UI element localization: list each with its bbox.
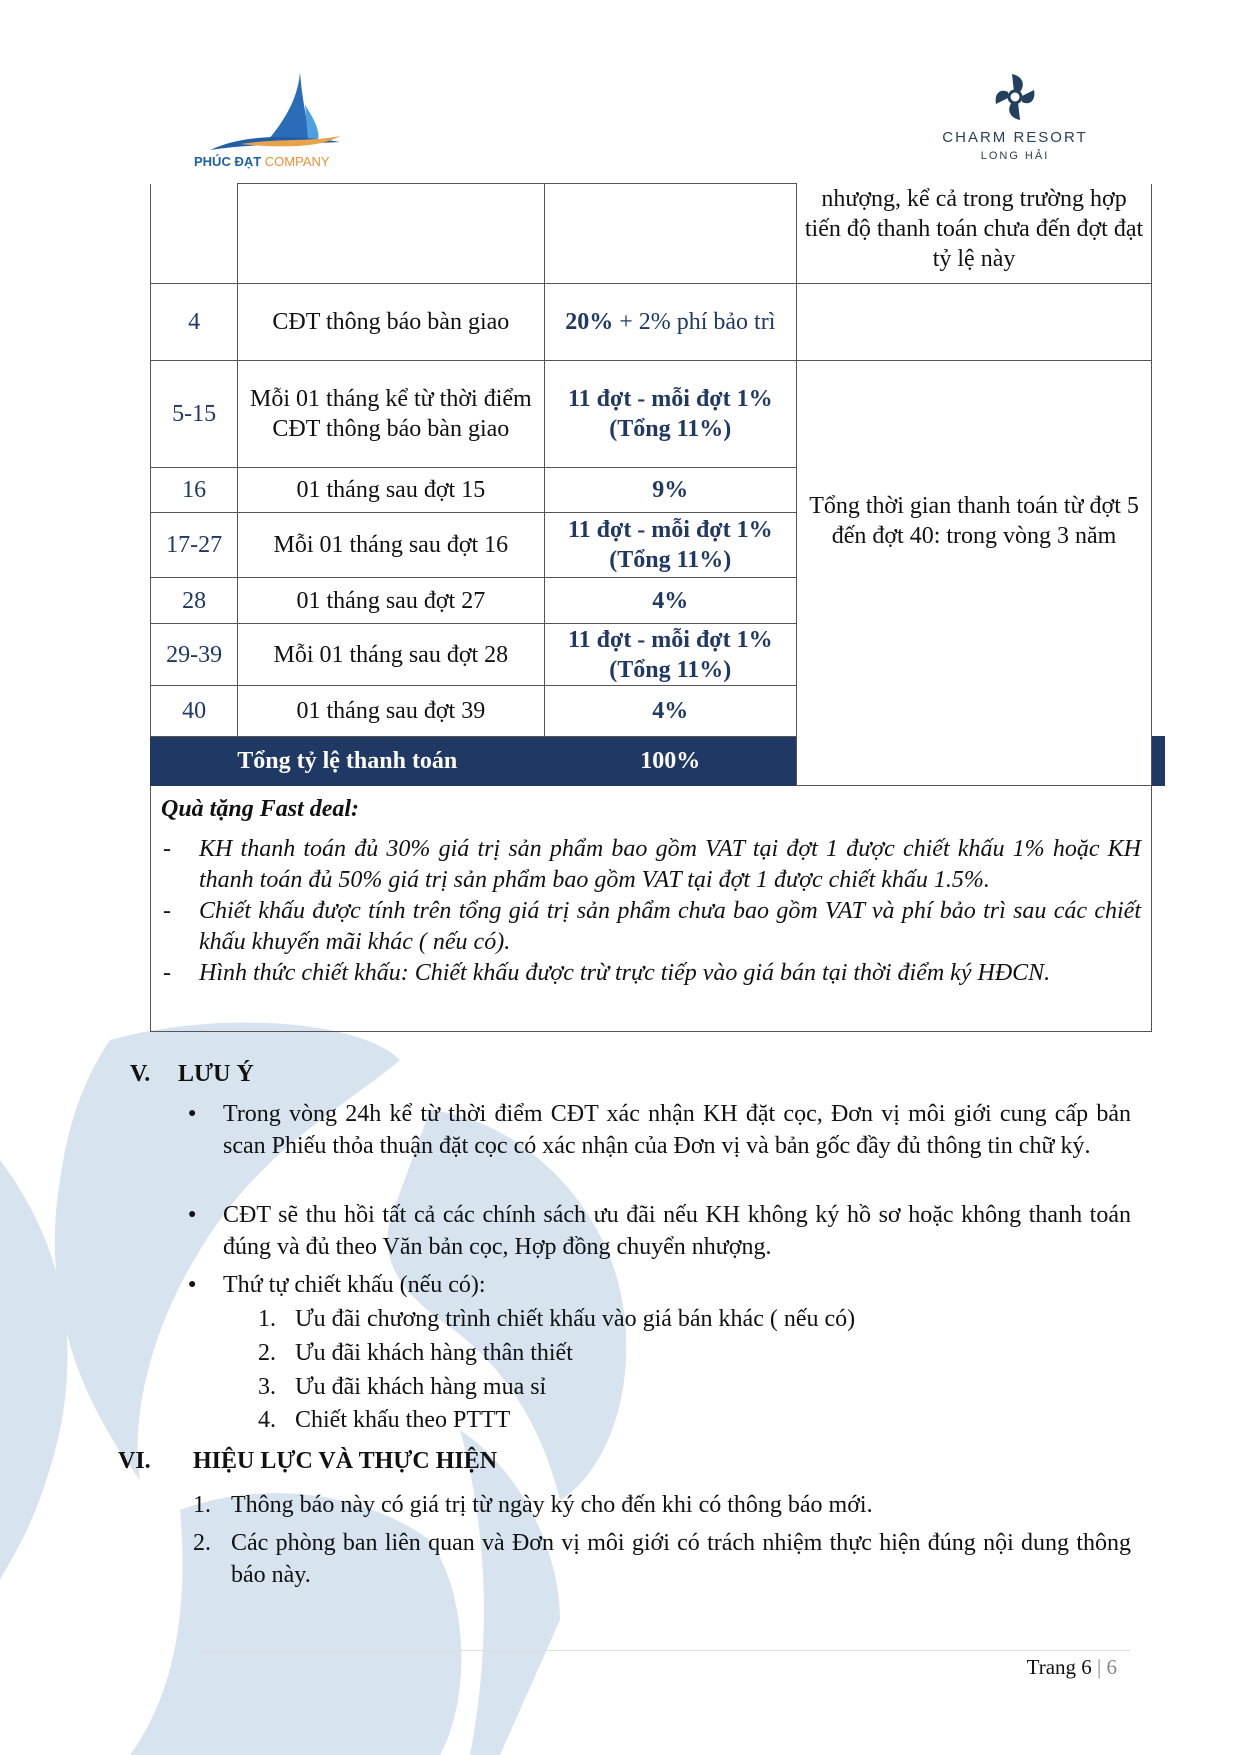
table-row: 17-27 Mỗi 01 tháng sau đợt 16 11 đợt - mỗi đợt 1% (Tổng 11%) <box>151 513 1165 578</box>
list-item: Ưu đãi khách hàng mua sỉ <box>295 1374 547 1400</box>
table-row: 28 01 tháng sau đợt 27 4% <box>151 578 1165 624</box>
list-item: Các phòng ban liên quan và Đơn vị môi giới có trách nhiệm thực hiện đúng nội dung thông báo này. <box>231 1530 1131 1588</box>
phuc-dat-logo <box>190 70 360 180</box>
fast-deal-list <box>161 834 1141 989</box>
merged-note-cell: Tổng thời gian thanh toán từ đợt 5 đến đợt 40: trong vòng 3 năm <box>797 361 1152 786</box>
charm-fan-icon <box>992 72 1038 122</box>
list-item: ● CĐT sẽ thu hồi tất cả các chính sách ưu đãi nếu KH không ký hồ sơ hoặc không thanh toán đúng và đủ theo Văn bản cọc, Hợp đồng chuyển nhượng. <box>223 1199 1131 1263</box>
table-row: 29-39 Mỗi 01 tháng sau đợt 28 11 đợt - mỗi đợt 1% (Tổng 11%) <box>151 624 1165 686</box>
document-page: PHÚC ĐẠT COMPANY CHARM RESORT LONG HẢI nhượng, kể cả trong trường hợp tiến độ thanh toán chưa đến đợt đạt tỷ lệ này 4 CĐT thông báo bàn giao 20% + 2% phí bảo trì 5-15 Mỗi 01 tháng kể từ thời điểm CĐT thông báo bàn giao 11 đợt - mỗi đợt 1% (Tổng 11%) Tổng thời gian thanh toán từ đợt 5 đến đợt 40: trong vòng 3 năm 16 01 tháng sau đợt 15 9% 17-27 Mỗi 01 tháng sau đợt 16 11 đợt - mỗi đợt 1% (Tổng 11%) 28 01 tháng sau đợt 27 4% 29-39 Mỗi 01 tháng sau đợt 28 11 đợt - mỗi đợt 1% (Tổng 11%) 40 01 tháng sau đợt 39 4% Tổng tỷ lệ thanh toán 100% Quà tặng Fast deal: - KH thanh toán đủ 30% giá trị sản phẩm bao gồm VAT tại đợt 1 được chiết khấu 1% hoặc KH thanh toán đủ 50% giá trị sản phẩm bao gồm VAT tại đợt 1 được chiết khấu 1.5%. - Chiết khấu được tính trên tổng giá trị sản phẩm chưa bao gồm VAT và phí bảo trì sau các chiết khấu khuyến mãi khác ( nếu có). - Hình thức chiết khấu: Chiết khấu được trừ trực tiếp vào giá bán tại thời điểm ký HĐCN. V. LƯU Ý ● Trong vòng 24h kể từ thời điểm CĐT xác nhận KH đặt cọc, Đơn vị môi giới cung cấp bản scan Phiếu thỏa thuận đặt cọc có xác nhận của Đơn vị và bản gốc đầy đủ thông tin chữ ký. ● CĐT sẽ thu hồi tất cả các chính sách ưu đãi nếu KH không ký hồ sơ hoặc không thanh toán đúng và đủ theo Văn bản cọc, Hợp đồng chuyển nhượng. ● Thứ tự chiết khấu (nếu có): 1. Ưu đãi chương trình chiết khấu vào giá bán khác ( nếu có) 2. Ưu đãi khách hàng thân thiết 3. Ưu đãi khách hàng mua sỉ 4. Chiết khấu theo PTTT VI. HIỆU LỰC VÀ THỰC HIỆN 1. Thông báo này có giá trị từ ngày ký cho đến khi có thông báo mới. 2. Các phòng ban liên quan và Đơn vị môi giới có trách nhiệm thực hiện đúng nội dung thông báo này. Trang 6 | 6 <box>0 0 1241 1755</box>
list-item: Chiết khấu theo PTTT <box>295 1407 511 1433</box>
section-6-number: VI. <box>118 1448 151 1474</box>
charm-resort-logo <box>930 72 1100 182</box>
list-item: - Hình thức chiết khấu: Chiết khấu được trừ trực tiếp vào giá bán tại thời điểm ký HĐCN. <box>161 958 1141 989</box>
footer-divider <box>200 1650 1130 1651</box>
fast-deal-row <box>151 786 1165 1032</box>
payment-schedule-table <box>150 183 1165 1032</box>
section-5-number: V. <box>130 1061 151 1087</box>
table-row: 5-15 Mỗi 01 tháng kể từ thời điểm CĐT thông báo bàn giao 11 đợt - mỗi đợt 1% (Tổng 11%) Tổng thời gian thanh toán từ đợt 5 đến đợt 40: trong vòng 3 năm <box>151 361 1165 468</box>
list-item: ● Thứ tự chiết khấu (nếu có): <box>223 1269 1131 1301</box>
section-6-title: HIỆU LỰC VÀ THỰC HIỆN <box>193 1448 498 1474</box>
table-row: 16 01 tháng sau đợt 15 9% <box>151 468 1165 513</box>
charm-resort-sub: LONG HẢI <box>980 150 1050 162</box>
list-item: Ưu đãi khách hàng thân thiết <box>295 1340 573 1366</box>
table-row: 40 01 tháng sau đợt 39 4% <box>151 686 1165 737</box>
list-item: ● Trong vòng 24h kể từ thời điểm CĐT xác nhận KH đặt cọc, Đơn vị môi giới cung cấp bản scan Phiếu thỏa thuận đặt cọc có xác nhận của Đơn vị và bản gốc đầy đủ thông tin chữ ký. <box>223 1098 1131 1162</box>
table-row: 4 CĐT thông báo bàn giao 20% + 2% phí bảo trì <box>151 284 1165 361</box>
charm-resort-name: CHARM RESORT <box>942 129 1088 146</box>
note-cell: nhượng, kể cả trong trường hợp tiến độ thanh toán chưa đến đợt đạt tỷ lệ này <box>797 184 1152 284</box>
page-number: Trang 6 | 6 <box>1026 1655 1117 1679</box>
phuc-dat-wordmark: PHÚC ĐẠT COMPANY <box>194 154 330 169</box>
list-item: Thông báo này có giá trị từ ngày ký cho đến khi có thông báo mới. <box>231 1492 873 1518</box>
total-row: Tổng tỷ lệ thanh toán 100% <box>151 737 1165 786</box>
table-row <box>151 184 1165 284</box>
section-5-title: LƯU Ý <box>178 1061 254 1087</box>
fast-deal-title: Quà tặng Fast deal: <box>161 796 360 822</box>
sailboat-icon <box>190 70 360 154</box>
list-item: Ưu đãi chương trình chiết khấu vào giá bán khác ( nếu có) <box>295 1306 856 1332</box>
list-item: - KH thanh toán đủ 30% giá trị sản phẩm bao gồm VAT tại đợt 1 được chiết khấu 1% hoặc KH thanh toán đủ 50% giá trị sản phẩm bao gồm VAT tại đợt 1 được chiết khấu 1.5%. <box>161 834 1141 896</box>
list-item: - Chiết khấu được tính trên tổng giá trị sản phẩm chưa bao gồm VAT và phí bảo trì sau các chiết khấu khuyến mãi khác ( nếu có). <box>161 896 1141 958</box>
